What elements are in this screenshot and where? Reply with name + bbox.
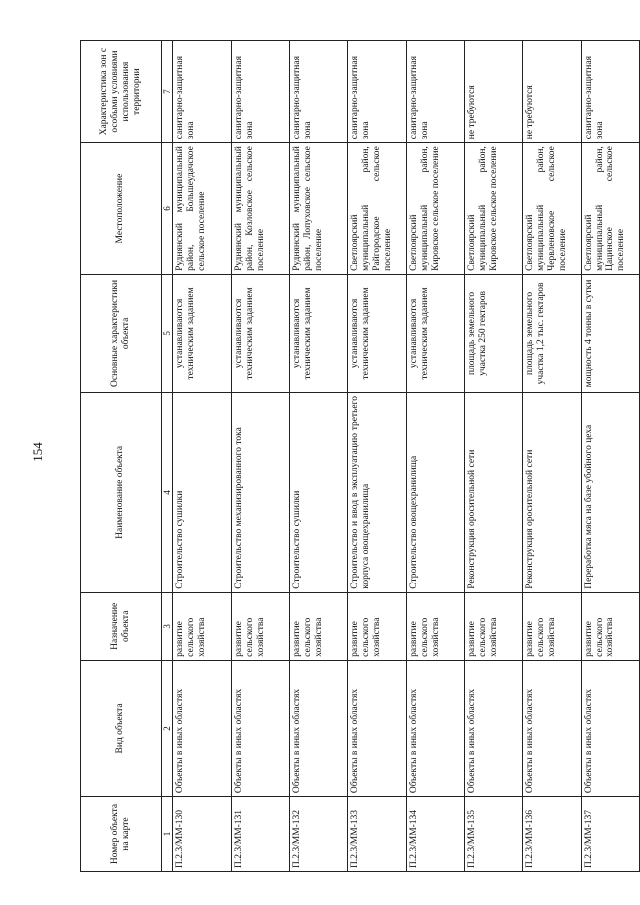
object-location: Светлоярский муниципальный район, Червленовское сельское поселение <box>523 143 581 275</box>
column-number: 1 <box>161 797 173 872</box>
object-purpose: развитие сельского хозяйства <box>464 592 522 660</box>
table-row <box>464 41 522 872</box>
object-location: Светлоярский муниципальный район, Кировское сельское поселение <box>464 143 522 275</box>
object-name: Строительство сушилки <box>290 392 348 592</box>
column-number: 3 <box>161 592 173 660</box>
object-location: Руднянский муниципальный район, Большеудачское сельское поселение <box>173 143 231 275</box>
column-number: 7 <box>161 41 173 143</box>
object-name: Реконструкция оросительной сети <box>464 392 522 592</box>
header-cell: Основные характеристики объекта <box>81 274 162 392</box>
object-number: П.2.3/ММ-134 <box>406 797 464 872</box>
object-location: Светлоярский муниципальный район, Цацинское сельское поселение <box>581 143 639 275</box>
object-kind: Объекты в иных областях <box>581 660 639 796</box>
object-purpose: развитие сельского хозяйства <box>173 592 231 660</box>
column-number: 6 <box>161 143 173 275</box>
zone-characteristics: санитарно-защитная зона <box>173 41 231 143</box>
object-name: Строительство овощехранилища <box>406 392 464 592</box>
object-location: Руднянский муниципальный район, Лопуховское сельское поселение <box>290 143 348 275</box>
object-kind: Объекты в иных областях <box>406 660 464 796</box>
object-kind: Объекты в иных областях <box>290 660 348 796</box>
object-characteristics: мощность 4 тонны в сутки <box>581 274 639 392</box>
object-characteristics: площадь земельного участка 250 гектаров <box>464 274 522 392</box>
page-number: 154 <box>30 442 45 462</box>
object-characteristics: устанавливаются техническим заданием <box>173 274 231 392</box>
object-characteristics: устанавливаются техническим заданием <box>290 274 348 392</box>
zone-characteristics: не требуются <box>523 41 581 143</box>
object-kind: Объекты в иных областях <box>173 660 231 796</box>
object-name: Строительство и ввод в эксплуатацию третьего корпуса овощехранилища <box>348 392 406 592</box>
object-purpose: развитие сельского хозяйства <box>231 592 289 660</box>
column-number-row <box>161 41 173 872</box>
zone-characteristics: санитарно-защитная зона <box>581 41 639 143</box>
header-cell: Вид объекта <box>81 660 162 796</box>
zone-characteristics: санитарно-защитная зона <box>231 41 289 143</box>
column-number: 5 <box>161 274 173 392</box>
zone-characteristics: не требуются <box>464 41 522 143</box>
table-row <box>231 41 289 872</box>
object-location: Руднянский муниципальный район, Козловское сельское поселение <box>231 143 289 275</box>
table-row <box>173 41 231 872</box>
column-number: 2 <box>161 660 173 796</box>
table-header-row <box>81 41 162 872</box>
zone-characteristics: санитарно-защитная зона <box>406 41 464 143</box>
object-number: П.2.3/ММ-133 <box>348 797 406 872</box>
header-cell: Номер объекта на карте <box>81 797 162 872</box>
header-cell: Назначение объекта <box>81 592 162 660</box>
header-cell: Местоположение <box>81 143 162 275</box>
object-kind: Объекты в иных областях <box>348 660 406 796</box>
column-number: 4 <box>161 392 173 592</box>
object-kind: Объекты в иных областях <box>523 660 581 796</box>
object-location: Светлоярский муниципальный район, Кировское сельское поселение <box>406 143 464 275</box>
table-row <box>348 41 406 872</box>
object-purpose: развитие сельского хозяйства <box>523 592 581 660</box>
table-row <box>523 41 581 872</box>
object-characteristics: устанавливаются техническим заданием <box>348 274 406 392</box>
header-cell: Характеристика зон с особыми условиями использования территории <box>81 41 162 143</box>
object-kind: Объекты в иных областях <box>464 660 522 796</box>
object-name: Строительство механизированного тока <box>231 392 289 592</box>
header-cell: Наименование объекта <box>81 392 162 592</box>
object-number: П.2.3/ММ-136 <box>523 797 581 872</box>
object-location: Светлоярский муниципальный район, Райгородское сельское поселение <box>348 143 406 275</box>
table-row <box>406 41 464 872</box>
object-purpose: развитие сельского хозяйства <box>581 592 639 660</box>
object-purpose: развитие сельского хозяйства <box>348 592 406 660</box>
object-number: П.2.3/ММ-132 <box>290 797 348 872</box>
object-number: П.2.3/ММ-131 <box>231 797 289 872</box>
object-name: Переработка мяса на базе убойного цеха <box>581 392 639 592</box>
rotated-page-area <box>80 40 640 872</box>
object-kind: Объекты в иных областях <box>231 660 289 796</box>
object-number: П.2.3/ММ-130 <box>173 797 231 872</box>
object-name: Строительство сушилки <box>173 392 231 592</box>
object-number: П.2.3/ММ-137 <box>581 797 639 872</box>
object-purpose: развитие сельского хозяйства <box>406 592 464 660</box>
object-characteristics: устанавливаются техническим заданием <box>406 274 464 392</box>
object-characteristics: площадь земельного участка 1,2 тыс. гектаров <box>523 274 581 392</box>
object-purpose: развитие сельского хозяйства <box>290 592 348 660</box>
table-row <box>290 41 348 872</box>
object-number: П.2.3/ММ-135 <box>464 797 522 872</box>
table-row <box>581 41 639 872</box>
zone-characteristics: санитарно-защитная зона <box>348 41 406 143</box>
objects-table <box>80 40 640 872</box>
zone-characteristics: санитарно-защитная зона <box>290 41 348 143</box>
object-characteristics: устанавливаются техническим заданием <box>231 274 289 392</box>
object-name: Реконструкция оросительной сети <box>523 392 581 592</box>
